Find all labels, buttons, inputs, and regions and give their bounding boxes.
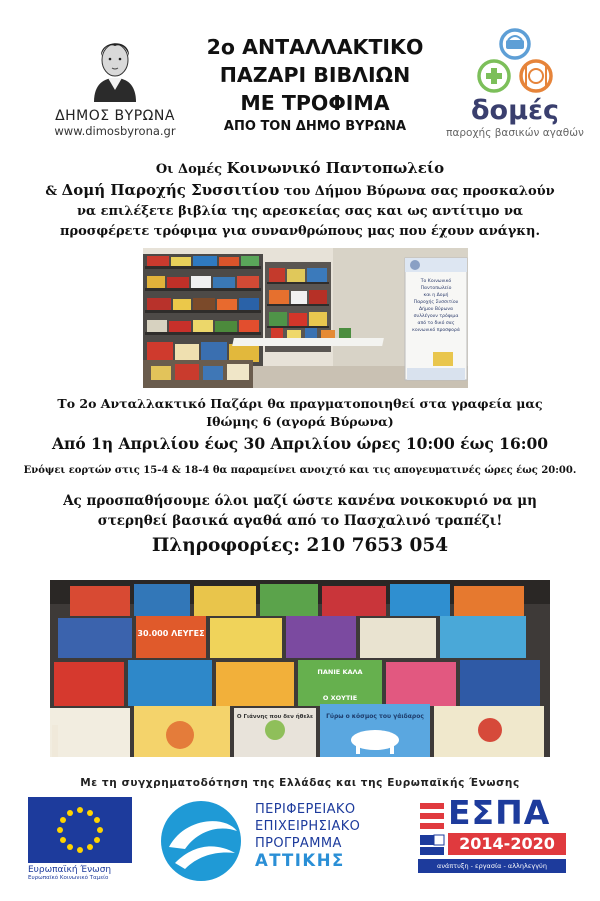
event-details	[10, 395, 590, 560]
svg-text:Γύρω ο κόσμος του γάιδαρος: Γύρω ο κόσμος του γάιδαρος	[326, 713, 424, 720]
pep-line-3: ΠΡΟΓΡΑΜΜΑ	[255, 836, 342, 851]
intro-l2-suffix: του Δήμου Βύρωνα σας προσκαλούν	[279, 184, 555, 199]
intro-text	[20, 158, 580, 242]
pep-region: ΑΤΤΙΚΗΣ	[255, 851, 345, 870]
svg-text:Παροχής Συσσιτίου: Παροχής Συσσιτίου	[413, 300, 459, 305]
dates-line: Από 1η Απριλίου έως 30 Απριλίου ώρες 10:00 έως 16:00	[51, 434, 549, 453]
appeal-line-2: στερηθεί βασικά αγαθά από το Πασχαλινό τραπέζι!	[97, 513, 503, 529]
domes-wordmark: δομές	[470, 95, 559, 126]
info-phone[interactable]: Πληροφορίες: 210 7653 054	[151, 535, 449, 556]
espa-years: 2014-2020	[448, 833, 566, 855]
grocery-shelves-illustration	[143, 248, 468, 388]
municipality-logo	[40, 30, 190, 145]
svg-text:30.000 ΛΕΥΓΕΣ: 30.000 ΛΕΥΓΕΣ	[137, 629, 205, 638]
eu-flag-icon	[28, 797, 132, 863]
svg-text:Ο Γιάννης που δεν ήθελε: Ο Γιάννης που δεν ήθελε	[236, 714, 314, 720]
pep-attica-logo	[155, 797, 410, 885]
domes-logo	[440, 28, 590, 148]
espa-stripes-icon	[418, 799, 448, 857]
books-table-photo	[50, 580, 550, 757]
poster-header	[0, 0, 600, 150]
funding-statement: Με τη συγχρηματοδότηση της Ελλάδας και της Ευρωπαϊκής Ένωσης	[80, 777, 520, 789]
attica-swirl-icon	[155, 797, 250, 885]
grocery-shelves-photo	[143, 248, 468, 388]
espa-wordmark: ΕΣΠΑ	[448, 793, 551, 832]
domes-tagline: παροχής βασικών αγαθών	[446, 127, 584, 139]
svg-text:από το δικό σας: από το δικό σας	[417, 321, 455, 326]
address-line: Ιθώμης 6 (αγορά Βύρωνα)	[206, 414, 394, 429]
social-grocery-name: Κοινωνικό Παντοπωλείο	[226, 159, 445, 177]
espa-slogan: ανάπτυξη - εργασία - αλληλεγγύη	[418, 859, 566, 873]
pep-text	[255, 801, 360, 869]
domes-basket-plate-icons	[460, 28, 570, 98]
svg-text:ΠΑΝΙΕ ΚΑΛΑ: ΠΑΝΙΕ ΚΑΛΑ	[317, 668, 363, 676]
title-line-2: ΠΑΖΑΡΙ ΒΙΒΛΙΩΝ	[219, 63, 411, 87]
intro-line-1	[20, 158, 580, 180]
municipality-url[interactable]: www.dimosbyrona.gr	[54, 124, 176, 138]
eu-logo	[28, 797, 138, 882]
espa-logo	[418, 793, 568, 882]
svg-text:Ο ΧΟΥΤΙΕ: Ο ΧΟΥΤΙΕ	[322, 694, 358, 702]
pep-line-2: ΕΠΙΧΕΙΡΗΣΙΑΚΟ	[255, 819, 361, 834]
pep-line-1: ΠΕΡΙΦΕΡΕΙΑΚΟ	[255, 802, 356, 817]
appeal-line-1: Ας προσπαθήσουμε όλοι μαζί ώστε κανένα νοικοκυριό να μη	[63, 493, 537, 509]
intro-line-3: να επιλέξετε βιβλία της αρεσκείας σας και ως αντίτιμο να	[77, 204, 523, 219]
municipality-name: ΔΗΜΟΣ ΒΥΡΩΝΑ	[55, 108, 175, 124]
title-line-3: ΜΕ ΤΡΟΦΙΜΑ	[240, 91, 390, 115]
eu-subcaption: Ευρωπαϊκό Κοινωνικό Ταμείο	[28, 875, 109, 881]
eu-caption: Ευρωπαϊκή Ένωση	[28, 865, 112, 875]
svg-text:Παντοπωλείο: Παντοπωλείο	[420, 286, 452, 291]
intro-l2-prefix: &	[45, 184, 62, 199]
poster-title	[185, 33, 445, 134]
svg-text:Δήμου Βύρωνα: Δήμου Βύρωνα	[418, 307, 454, 312]
svg-text:συλλέγουν τρόφιμα: συλλέγουν τρόφιμα	[413, 314, 459, 319]
svg-text:κοινωνικό προσφορά: κοινωνικό προσφορά	[412, 328, 460, 333]
meal-service-name: Δομή Παροχής Συσσιτίου	[61, 181, 280, 199]
books-illustration	[50, 580, 550, 757]
location-line: Το 2ο Ανταλλακτικό Παζάρι θα πραγματοποιηθεί στα γραφεία μας	[57, 396, 543, 411]
lord-byron-portrait-icon	[80, 30, 150, 102]
intro-line-2	[20, 180, 580, 202]
svg-text:Το Κοινωνικό: Το Κοινωνικό	[420, 279, 452, 284]
svg-text:και η Δομή: και η Δομή	[423, 293, 449, 298]
title-subtitle: ΑΠΟ ΤΟΝ ΔΗΜΟ ΒΥΡΩΝΑ	[223, 119, 407, 134]
holiday-note: Ενόψει εορτών στις 15-4 & 18-4 θα παραμείνει ανοιχτό και τις απογευματινές ώρες έως 20:00.	[23, 465, 577, 476]
title-line-1: 2ο ΑΝΤΑΛΛΑΚΤΙΚΟ	[206, 35, 424, 59]
intro-line-4: προσφέρετε τρόφιμα για συνανθρώπους μας που έχουν ανάγκη.	[59, 224, 541, 239]
intro-l1-prefix: Οι Δομές	[155, 162, 227, 177]
